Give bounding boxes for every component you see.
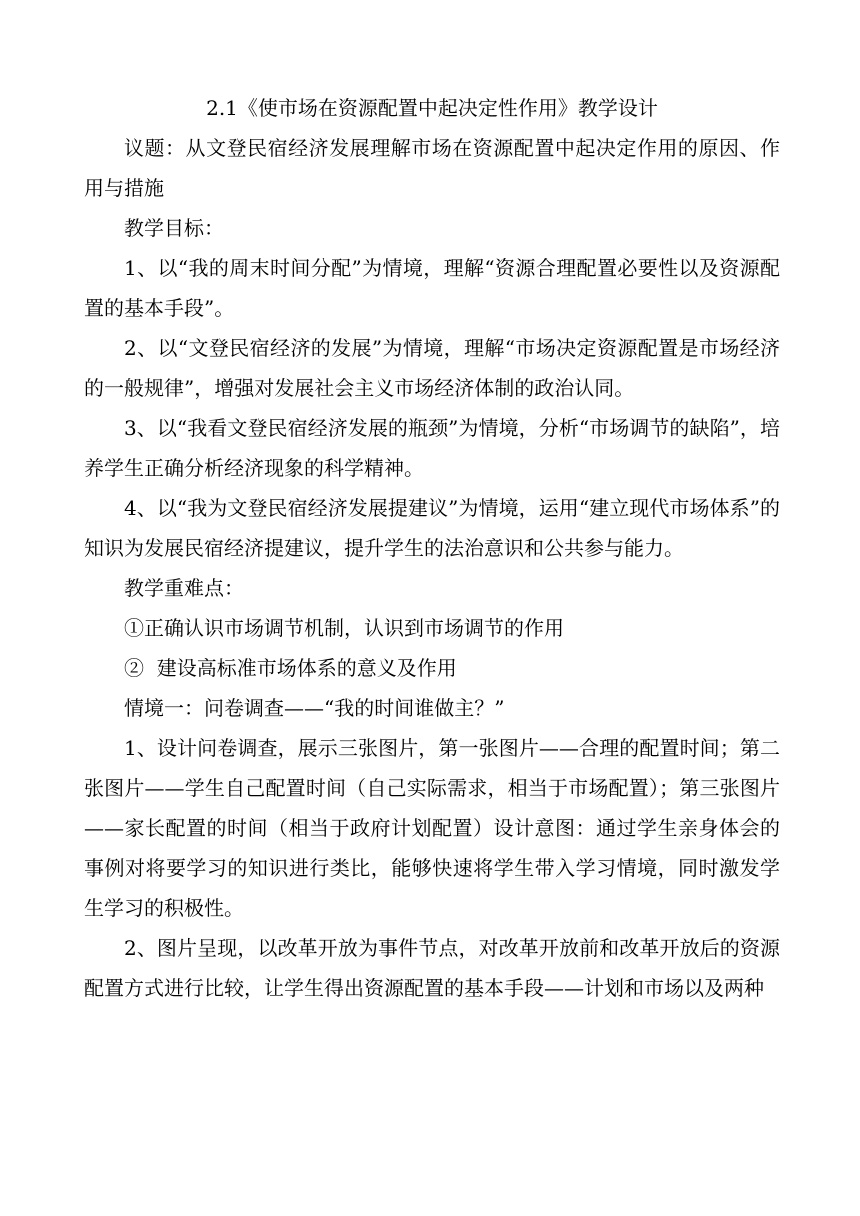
scenario-1-heading: 情境一：问卷调查——“我的时间谁做主？”	[124, 696, 505, 720]
scenario-1-item-1: 1、设计问卷调查，展示三张图片，第一张图片——合理的配置时间；第二张图片——学生自己配置时间（自己实际需求，相当于市场配置）；第三张图片——家长配置的时间（相当于政府计划配置）设计意图：通过学生亲身体会的事例对将要学习的知识进行类比，能够快速将学生带入学习情境，同时激发学生学习的积极性。	[84, 736, 780, 920]
scenario-1-item-2: 2、图片呈现，以改革开放为事件节点，对改革开放前和改革开放后的资源配置方式进行比较，让学生得出资源配置的基本手段——计划和市场以及两种	[84, 936, 780, 1000]
goal-item-1: 1、以“我的周末时间分配”为情境，理解“资源合理配置必要性以及资源配置的基本手段”。	[84, 256, 780, 320]
goal-item-4: 4、以“我为文登民宿经济发展提建议”为情境，运用“建立现代市场体系”的知识为发展民宿经济提建议，提升学生的法治意识和公共参与能力。	[84, 496, 780, 560]
document-title: 2.1《使市场在资源配置中起决定性作用》教学设计	[206, 96, 658, 120]
goal-item-2: 2、以“文登民宿经济的发展”为情境，理解“市场决定资源配置是市场经济的一般规律”，增强对发展社会主义市场经济体制的政治认同。	[84, 336, 780, 400]
goal-item-3: 3、以“我看文登民宿经济发展的瓶颈”为情境，分析“市场调节的缺陷”，培养学生正确分析经济现象的科学精神。	[84, 416, 780, 480]
key-point-1: ①正确认识市场调节机制，认识到市场调节的作用	[124, 616, 564, 640]
key-points-heading: 教学重难点：	[124, 576, 244, 600]
key-point-2: ② 建设高标准市场体系的意义及作用	[124, 656, 457, 680]
document-body	[84, 88, 780, 1008]
goals-heading: 教学目标：	[124, 216, 224, 240]
topic-paragraph: 议题：从文登民宿经济发展理解市场在资源配置中起决定作用的原因、作用与措施	[84, 136, 780, 200]
